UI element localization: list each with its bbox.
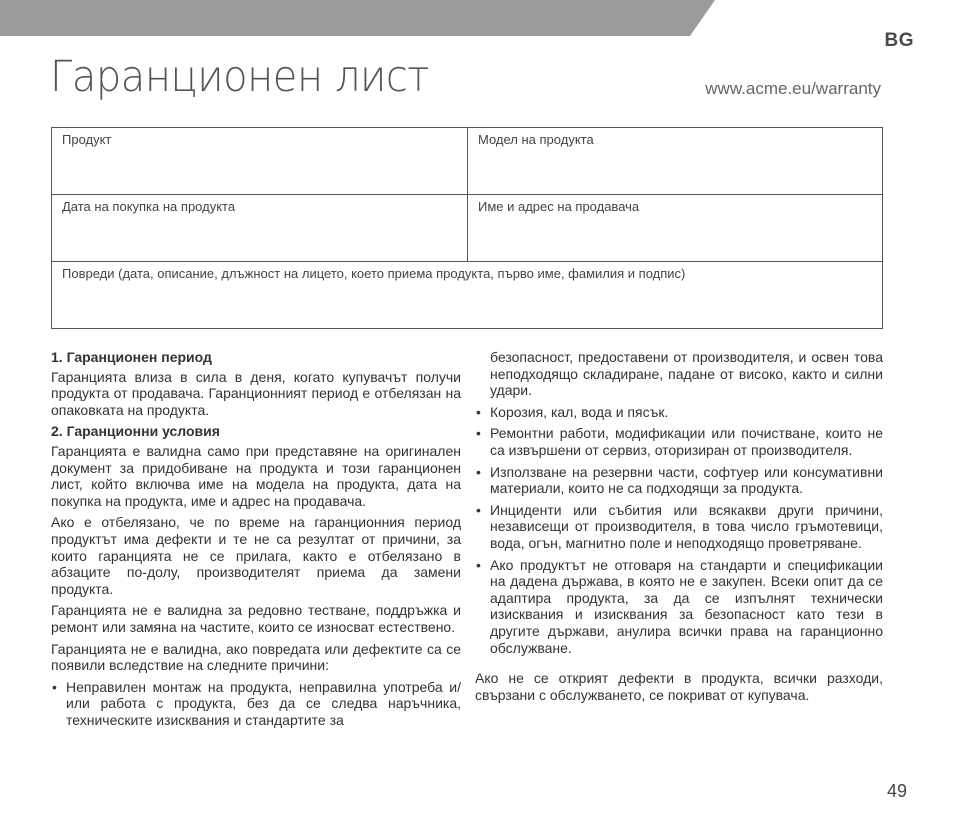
bullet-icon: • bbox=[476, 556, 481, 573]
page-title: Гаранционен лист bbox=[50, 52, 429, 102]
conditions-paragraph-3: Гаранцията не е валидна за редовно тестване, поддръжка и ремонт или замяна на частите, които се износват естествено. bbox=[51, 602, 461, 635]
list-item: • Неправилен монтаж на продукта, неправилна употреба и/или работа с продукта, без да се следва наръчника, техническите изисквания и стандартите за bbox=[52, 678, 461, 728]
damages-field[interactable] bbox=[52, 262, 882, 328]
right-column bbox=[475, 349, 883, 708]
conditions-paragraph-4: Гаранцията не е валидна, ако повредата или дефектите са се появили вследствие на следните причини: bbox=[51, 640, 461, 674]
list-item-continuation: безопасност, предоставени от производителя, и освен това неподходящо складиране, падане от високо, както и силни удари. bbox=[490, 349, 883, 399]
product-field[interactable] bbox=[52, 128, 468, 195]
exclusions-list-continued bbox=[475, 404, 883, 656]
bullet-icon: • bbox=[476, 501, 481, 518]
purchase-date-label: Дата на покупка на продукта bbox=[62, 199, 236, 214]
exclusions-list bbox=[51, 679, 461, 729]
seller-label: Име и адрес на продавача bbox=[478, 199, 640, 214]
purchase-date-field[interactable] bbox=[52, 195, 468, 262]
bullet-icon: • bbox=[476, 425, 481, 442]
product-label: Продукт bbox=[62, 132, 112, 147]
conditions-paragraph-1: Гаранцията е валидна само при представяне на оригинален документ за придобиване на продукта и този гаранционен лист, който включва име на модела на продукта, дата на покупка на продукта, име и адрес на продавача. bbox=[51, 442, 461, 509]
list-item: • Ако продуктът не отговаря на стандарти и спецификации на дадена държава, в която не е закупен. Всеки опит да се адаптира продукта, за да се изпълнят технически изисквания и изисквания за безопасност като тези в другите държави, анулира всички права на гаранционно обслужване. bbox=[476, 556, 883, 656]
seller-field[interactable] bbox=[468, 195, 882, 262]
bullet-icon: • bbox=[52, 678, 57, 695]
model-label: Модел на продукта bbox=[478, 132, 594, 147]
warranty-url: www.acme.eu/warranty bbox=[705, 79, 881, 98]
list-item: • Ремонтни работи, модификации или почистване, които не са извършени от сервиз, оторизиран от производителя. bbox=[476, 425, 883, 458]
section-2-heading: 2. Гаранционни условия bbox=[51, 423, 220, 440]
conditions-paragraph-2: Ако е отбелязано, че по време на гаранционния период продуктът има дефекти и те не са резултат от причини, за които гаранцията не се прилага, както е отбелязано в абзаците по-долу, производителят приема да замени продукта. bbox=[51, 514, 461, 597]
list-item: • Корозия, кал, вода и пясък. bbox=[476, 403, 669, 420]
page-number: 49 bbox=[886, 781, 907, 801]
bullet-icon: • bbox=[476, 463, 481, 480]
final-paragraph: Ако не се открият дефекти в продукта, всички разходи, свързани с обслужването, се покриват от купувача. bbox=[475, 670, 883, 703]
language-code: BG bbox=[884, 30, 914, 51]
list-item: • Използване на резервни части, софтуер или консумативни материали, които не са подходящи за продукта. bbox=[476, 463, 883, 497]
header-band bbox=[0, 0, 954, 36]
section-1-heading: 1. Гаранционен период bbox=[51, 349, 212, 365]
damages-label: Повреди (дата, описание, длъжност на лицето, което приема продукта, първо име, фамилия и подпис) bbox=[62, 266, 686, 281]
list-item: • Инциденти или събития или всякакви други причини, независещи от производителя, в това число гръмотевици, вода, огън, магнитно поле и неподходящо проветряване. bbox=[476, 501, 883, 551]
model-field[interactable] bbox=[468, 128, 882, 195]
section-1-text: Гаранцията влиза в сила в деня, когато купувачът получи продукта от продавача. Гаранционният период е отбелязан на опаковката на продукта. bbox=[51, 368, 461, 418]
warranty-form bbox=[51, 127, 883, 329]
bullet-icon: • bbox=[476, 403, 481, 420]
left-column bbox=[51, 349, 461, 733]
